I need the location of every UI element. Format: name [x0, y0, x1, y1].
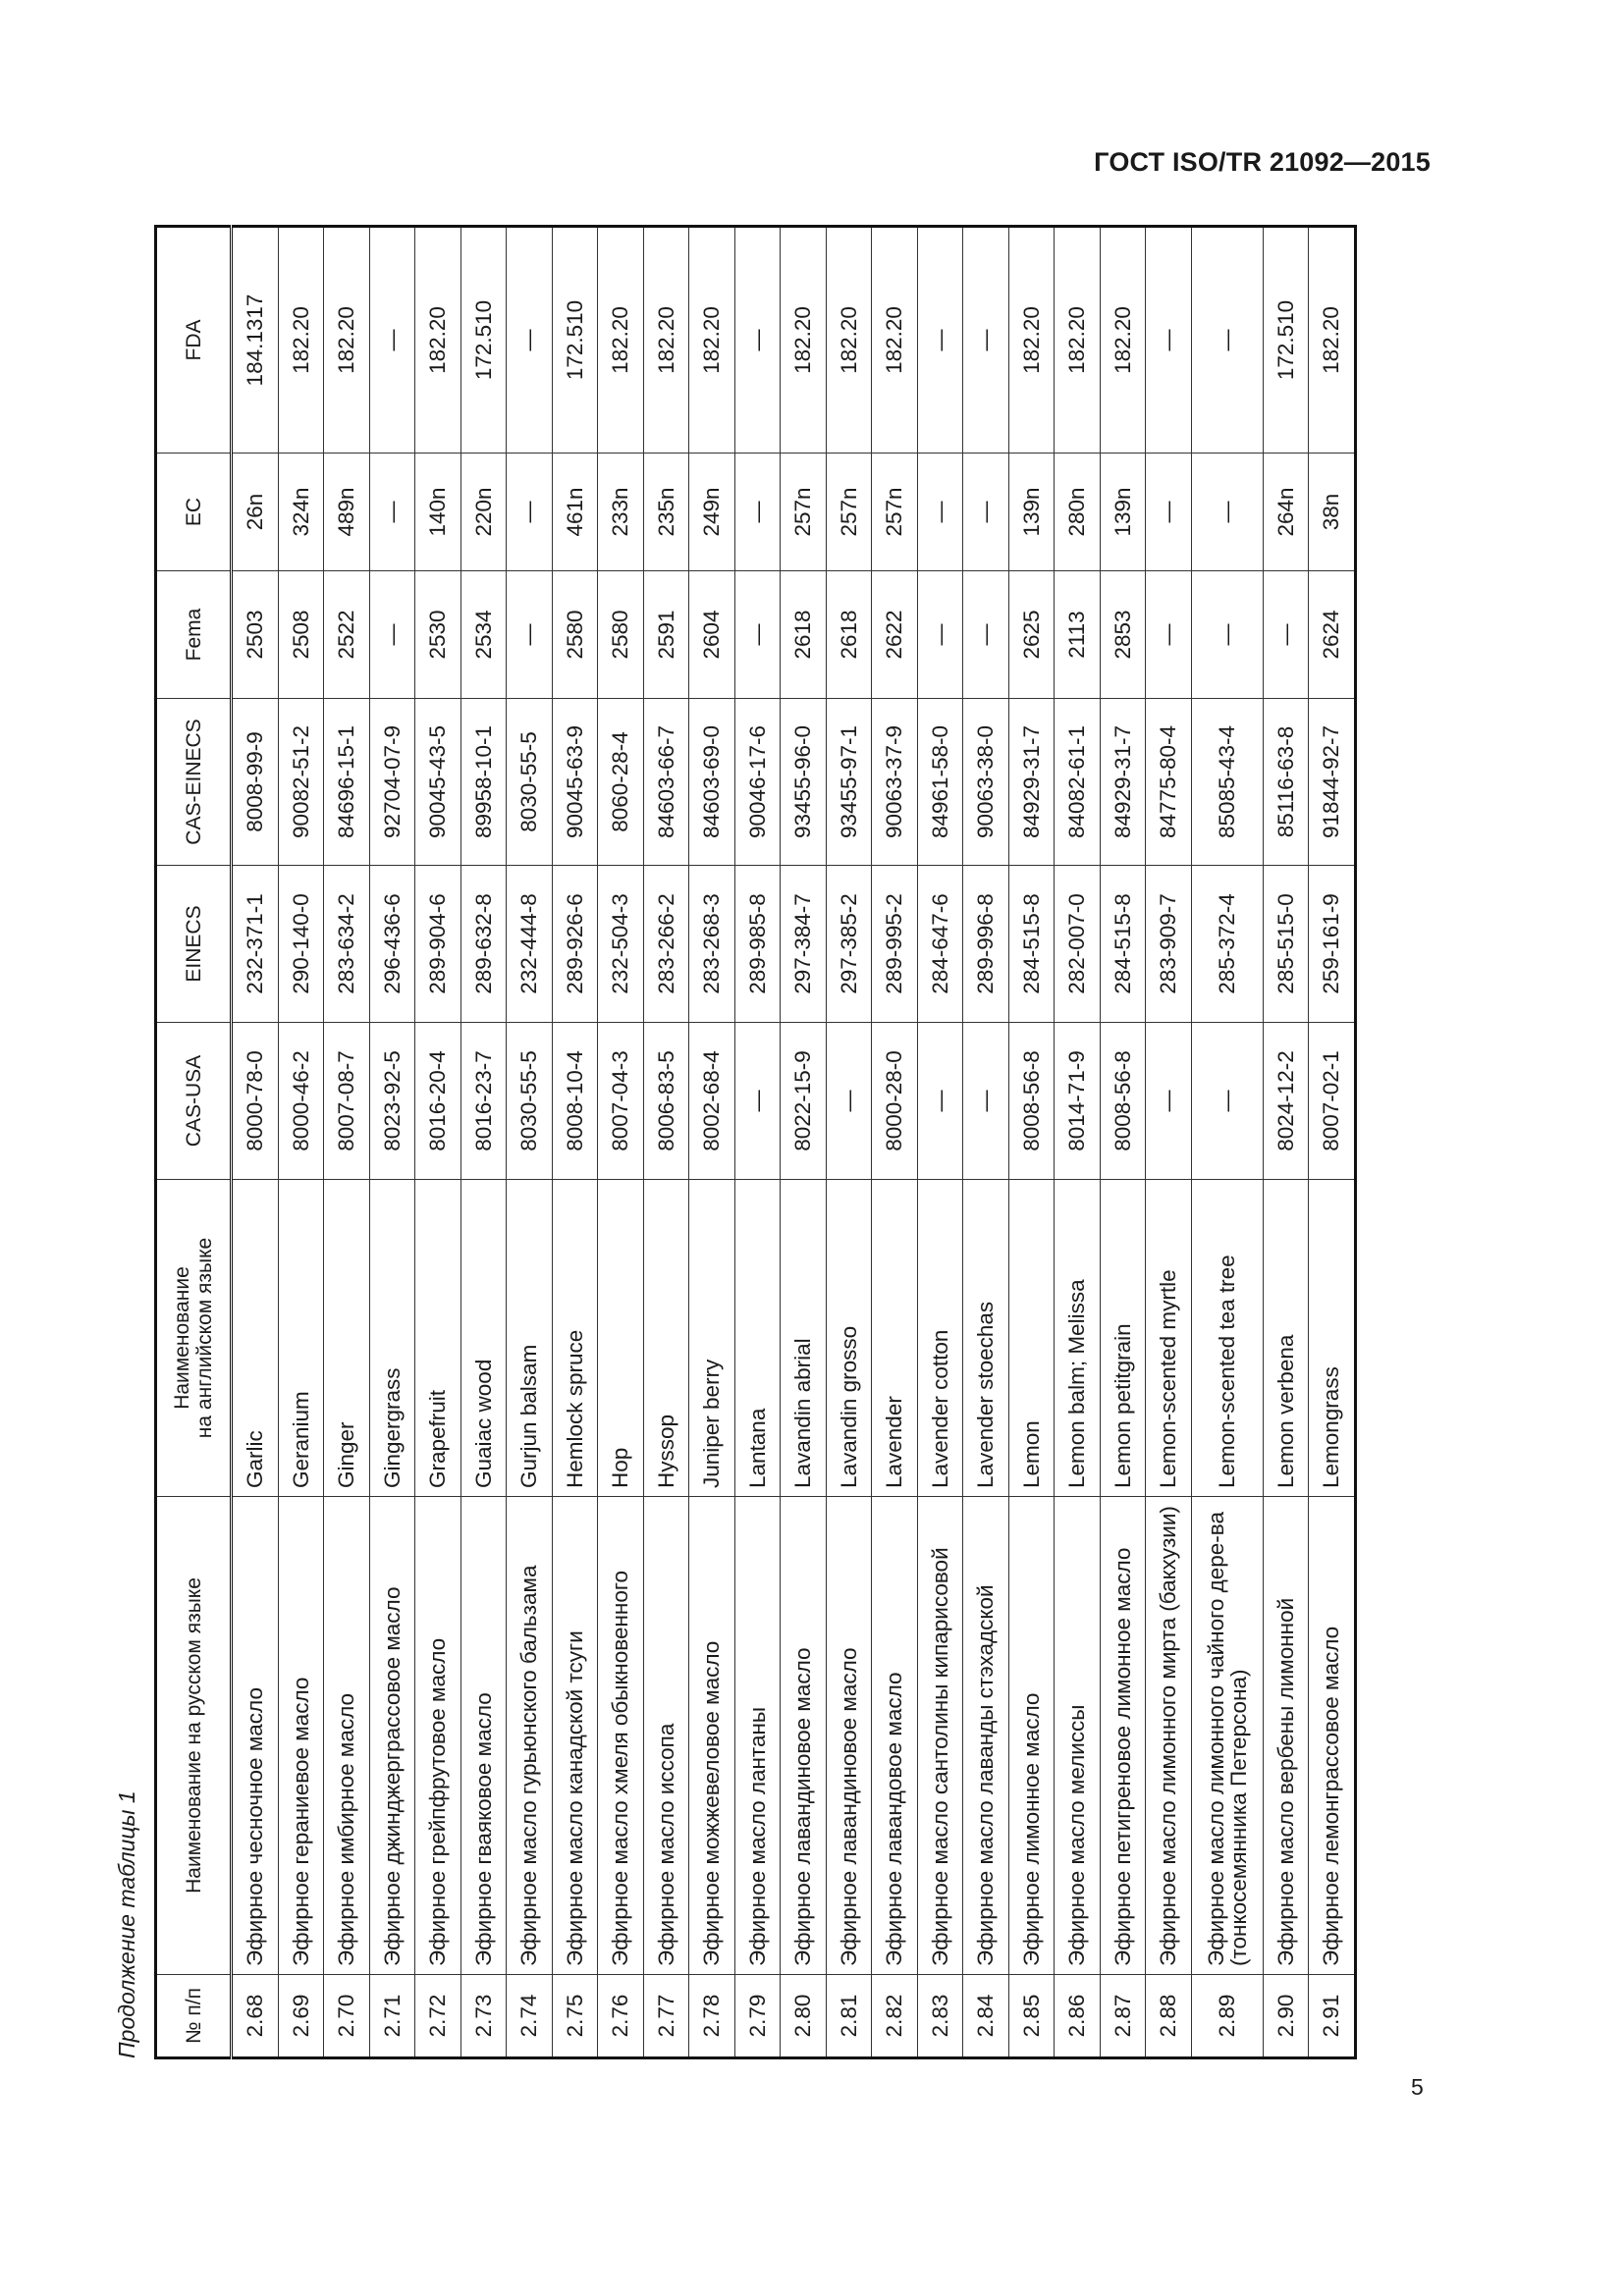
- cell-en: Lemon petitgrain: [1100, 1180, 1146, 1497]
- cell-ru: Эфирное гваяковое масло: [460, 1497, 507, 1975]
- cell-fda: 182.20: [1055, 227, 1101, 454]
- cell-fda: 182.20: [872, 227, 918, 454]
- cell-cas-einecs: 84603-69-0: [689, 699, 735, 866]
- cell-num: 2.88: [1146, 1975, 1192, 2058]
- cell-cas-einecs: 90046-17-6: [734, 699, 781, 866]
- cell-en: Hyssop: [643, 1180, 689, 1497]
- cell-ru: Эфирное гераниевое масло: [278, 1497, 324, 1975]
- cell-ec: 280n: [1055, 454, 1101, 571]
- table-row: [415, 227, 461, 2058]
- cell-en: Hop: [598, 1180, 644, 1497]
- cell-fema: —: [1263, 571, 1309, 699]
- col-header-einecs: EINECS: [156, 866, 232, 1023]
- cell-num: 2.82: [872, 1975, 918, 2058]
- cell-ec: 461n: [552, 454, 598, 571]
- cell-einecs: 284-515-8: [1008, 866, 1055, 1023]
- cell-fema: 2618: [826, 571, 872, 699]
- cell-fema: —: [1191, 571, 1263, 699]
- cell-einecs: 259-161-9: [1309, 866, 1356, 1023]
- cell-cas-usa: —: [963, 1023, 1009, 1180]
- col-header-en: [156, 1180, 232, 1497]
- cell-fema: —: [369, 571, 415, 699]
- cell-en: Grapefruit: [415, 1180, 461, 1497]
- table-row: [598, 227, 644, 2058]
- table-row: [781, 227, 827, 2058]
- cell-en: Guaiac wood: [460, 1180, 507, 1497]
- cell-ru: Эфирное чесночное масло: [232, 1497, 279, 1975]
- cell-num: 2.74: [507, 1975, 553, 2058]
- col-header-en-line1: Наименование: [171, 1266, 193, 1410]
- table-row: [1100, 227, 1146, 2058]
- cell-en: Lemon: [1008, 1180, 1055, 1497]
- cell-cas-einecs: 84696-15-1: [324, 699, 370, 866]
- cell-einecs: 283-634-2: [324, 866, 370, 1023]
- cell-num: 2.73: [460, 1975, 507, 2058]
- cell-num: 2.83: [917, 1975, 963, 2058]
- cell-en: Lemon-scented myrtle: [1146, 1180, 1192, 1497]
- cell-fema: 2624: [1309, 571, 1356, 699]
- cell-einecs: 284-515-8: [1100, 866, 1146, 1023]
- cell-fema: 2580: [552, 571, 598, 699]
- cell-cas-usa: 8000-78-0: [232, 1023, 279, 1180]
- cell-cas-usa: —: [1146, 1023, 1192, 1180]
- col-header-fema: Fema: [156, 571, 232, 699]
- cell-cas-einecs: 84961-58-0: [917, 699, 963, 866]
- cell-ec: 220n: [460, 454, 507, 571]
- cell-ec: —: [369, 454, 415, 571]
- cell-en: Juniper berry: [689, 1180, 735, 1497]
- table-row: [689, 227, 735, 2058]
- cell-fda: 184.1317: [232, 227, 279, 454]
- cell-cas-usa: 8014-71-9: [1055, 1023, 1101, 1180]
- cell-ec: —: [1191, 454, 1263, 571]
- table-header-row: [156, 227, 232, 2058]
- table-row: [734, 227, 781, 2058]
- cell-en: Lemon balm; Melissa: [1055, 1180, 1101, 1497]
- cell-ec: 257n: [826, 454, 872, 571]
- cell-fda: 182.20: [598, 227, 644, 454]
- cell-num: 2.85: [1008, 1975, 1055, 2058]
- cell-cas-einecs: 90045-43-5: [415, 699, 461, 866]
- cell-num: 2.89: [1191, 1975, 1263, 2058]
- cell-fema: 2534: [460, 571, 507, 699]
- col-header-cas-usa: CAS-USA: [156, 1023, 232, 1180]
- table-caption: Продолжение таблицы 1: [114, 1790, 139, 2058]
- cell-num: 2.76: [598, 1975, 644, 2058]
- cell-cas-einecs: 90063-38-0: [963, 699, 1009, 866]
- cell-cas-usa: 8006-83-5: [643, 1023, 689, 1180]
- table-row: [369, 227, 415, 2058]
- cell-en: Lantana: [734, 1180, 781, 1497]
- cell-cas-einecs: 90082-51-2: [278, 699, 324, 866]
- table-row: [278, 227, 324, 2058]
- table-row: [1191, 227, 1263, 2058]
- cell-ec: 139n: [1100, 454, 1146, 571]
- cell-fda: 182.20: [415, 227, 461, 454]
- cell-ec: —: [507, 454, 553, 571]
- cell-ru: Эфирное масло лантаны: [734, 1497, 781, 1975]
- cell-fema: 2591: [643, 571, 689, 699]
- cell-num: 2.81: [826, 1975, 872, 2058]
- cell-cas-einecs: 85085-43-4: [1191, 699, 1263, 866]
- cell-fema: 2522: [324, 571, 370, 699]
- oils-table: [154, 225, 1357, 2059]
- cell-einecs: 289-904-6: [415, 866, 461, 1023]
- cell-ru: Эфирное лавандовое масло: [872, 1497, 918, 1975]
- cell-ru: Эфирное масло канадской тсуги: [552, 1497, 598, 1975]
- cell-fda: 182.20: [689, 227, 735, 454]
- cell-en: Lavender: [872, 1180, 918, 1497]
- cell-cas-usa: 8007-08-7: [324, 1023, 370, 1180]
- cell-num: 2.78: [689, 1975, 735, 2058]
- cell-cas-usa: 8030-55-5: [507, 1023, 553, 1180]
- cell-einecs: 289-995-2: [872, 866, 918, 1023]
- cell-ru: Эфирное лавандиновое масло: [781, 1497, 827, 1975]
- cell-fema: —: [917, 571, 963, 699]
- cell-num: 2.91: [1309, 1975, 1356, 2058]
- cell-cas-einecs: 93455-97-1: [826, 699, 872, 866]
- cell-fda: 182.20: [324, 227, 370, 454]
- cell-ec: 26n: [232, 454, 279, 571]
- cell-fda: —: [917, 227, 963, 454]
- cell-en: Lavandin abrial: [781, 1180, 827, 1497]
- cell-einecs: 289-996-8: [963, 866, 1009, 1023]
- cell-cas-einecs: 8008-99-9: [232, 699, 279, 866]
- cell-cas-usa: —: [734, 1023, 781, 1180]
- cell-en: Lavender cotton: [917, 1180, 963, 1497]
- cell-en: Lemongrass: [1309, 1180, 1356, 1497]
- table-row: [507, 227, 553, 2058]
- cell-cas-usa: —: [1191, 1023, 1263, 1180]
- cell-cas-einecs: 85116-63-8: [1263, 699, 1309, 866]
- cell-einecs: 282-007-0: [1055, 866, 1101, 1023]
- cell-num: 2.71: [369, 1975, 415, 2058]
- cell-fema: —: [963, 571, 1009, 699]
- cell-cas-usa: 8008-10-4: [552, 1023, 598, 1180]
- cell-ec: —: [734, 454, 781, 571]
- cell-einecs: 289-985-8: [734, 866, 781, 1023]
- col-header-fda: FDA: [156, 227, 232, 454]
- cell-einecs: 284-647-6: [917, 866, 963, 1023]
- cell-cas-einecs: 84603-66-7: [643, 699, 689, 866]
- rotated-table-block: [113, 226, 1429, 2061]
- cell-ru: Эфирное джинджерграссовое масло: [369, 1497, 415, 1975]
- cell-einecs: 283-266-2: [643, 866, 689, 1023]
- table-row: [872, 227, 918, 2058]
- cell-num: 2.75: [552, 1975, 598, 2058]
- cell-fda: 182.20: [781, 227, 827, 454]
- cell-fda: —: [1146, 227, 1192, 454]
- cell-ec: 233n: [598, 454, 644, 571]
- cell-fda: 182.20: [1100, 227, 1146, 454]
- table-row: [1263, 227, 1309, 2058]
- cell-num: 2.80: [781, 1975, 827, 2058]
- cell-cas-einecs: 92704-07-9: [369, 699, 415, 866]
- cell-en: Lavender stoechas: [963, 1180, 1009, 1497]
- cell-ec: 235n: [643, 454, 689, 571]
- cell-ru: Эфирное масло лимонного мирта (бакхузии): [1146, 1497, 1192, 1975]
- cell-ec: 489n: [324, 454, 370, 571]
- cell-fema: 2622: [872, 571, 918, 699]
- cell-cas-einecs: 84929-31-7: [1100, 699, 1146, 866]
- cell-en: Lemon-scented tea tree: [1191, 1180, 1263, 1497]
- cell-ru: Эфирное петигреновое лимонное масло: [1100, 1497, 1146, 1975]
- cell-cas-usa: 8022-15-9: [781, 1023, 827, 1180]
- cell-fema: 2503: [232, 571, 279, 699]
- cell-fda: 172.510: [460, 227, 507, 454]
- table-body: [232, 227, 1356, 2058]
- cell-en: Garlic: [232, 1180, 279, 1497]
- cell-einecs: 289-632-8: [460, 866, 507, 1023]
- col-header-ru: Наименование на русском языке: [156, 1497, 232, 1975]
- table-row: [1055, 227, 1101, 2058]
- cell-ru: Эфирное масло хмеля обыкновенного: [598, 1497, 644, 1975]
- table-row: [460, 227, 507, 2058]
- cell-fema: 2625: [1008, 571, 1055, 699]
- cell-fda: —: [369, 227, 415, 454]
- table-row: [1146, 227, 1192, 2058]
- cell-einecs: 289-926-6: [552, 866, 598, 1023]
- cell-cas-usa: 8023-92-5: [369, 1023, 415, 1180]
- cell-fema: —: [1146, 571, 1192, 699]
- cell-ec: 139n: [1008, 454, 1055, 571]
- cell-ec: —: [917, 454, 963, 571]
- col-header-num: № п/п: [156, 1975, 232, 2058]
- cell-ec: —: [1146, 454, 1192, 571]
- cell-cas-einecs: 8030-55-5: [507, 699, 553, 866]
- cell-fda: —: [963, 227, 1009, 454]
- cell-cas-einecs: 84929-31-7: [1008, 699, 1055, 866]
- cell-cas-einecs: 8060-28-4: [598, 699, 644, 866]
- cell-cas-usa: 8007-04-3: [598, 1023, 644, 1180]
- cell-fema: 2618: [781, 571, 827, 699]
- cell-einecs: 283-909-7: [1146, 866, 1192, 1023]
- cell-en: Gurjun balsam: [507, 1180, 553, 1497]
- table-row: [963, 227, 1009, 2058]
- cell-ec: —: [963, 454, 1009, 571]
- cell-ru: Эфирное масло иссопа: [643, 1497, 689, 1975]
- cell-ru: Эфирное масло гурьюнского бальзама: [507, 1497, 553, 1975]
- cell-ru: Эфирное лемонграссовое масло: [1309, 1497, 1356, 1975]
- cell-fda: —: [507, 227, 553, 454]
- table-row: [826, 227, 872, 2058]
- cell-einecs: 283-268-3: [689, 866, 735, 1023]
- cell-ec: 257n: [781, 454, 827, 571]
- cell-ru: Эфирное масло лаванды стэхадской: [963, 1497, 1009, 1975]
- cell-cas-usa: 8008-56-8: [1100, 1023, 1146, 1180]
- cell-num: 2.72: [415, 1975, 461, 2058]
- cell-ec: 38n: [1309, 454, 1356, 571]
- cell-cas-einecs: 93455-96-0: [781, 699, 827, 866]
- cell-cas-einecs: 90045-63-9: [552, 699, 598, 866]
- cell-ru: Эфирное грейпфрутовое масло: [415, 1497, 461, 1975]
- cell-en: Geranium: [278, 1180, 324, 1497]
- cell-ec: 140n: [415, 454, 461, 571]
- cell-en: Hemlock spruce: [552, 1180, 598, 1497]
- cell-cas-einecs: 89958-10-1: [460, 699, 507, 866]
- cell-einecs: 285-372-4: [1191, 866, 1263, 1023]
- cell-num: 2.69: [278, 1975, 324, 2058]
- cell-en: Lavandin grosso: [826, 1180, 872, 1497]
- cell-ec: 324n: [278, 454, 324, 571]
- cell-en: Ginger: [324, 1180, 370, 1497]
- cell-fema: 2580: [598, 571, 644, 699]
- cell-fema: 2853: [1100, 571, 1146, 699]
- cell-num: 2.86: [1055, 1975, 1101, 2058]
- table-row: [917, 227, 963, 2058]
- cell-ru: Эфирное лавандиновое масло: [826, 1497, 872, 1975]
- table-row: [1008, 227, 1055, 2058]
- document-header: ГОСТ ISO/TR 21092—2015: [1094, 147, 1431, 177]
- cell-einecs: 297-384-7: [781, 866, 827, 1023]
- cell-fema: 2113: [1055, 571, 1101, 699]
- cell-ru: Эфирное имбирное масло: [324, 1497, 370, 1975]
- cell-cas-einecs: 90063-37-9: [872, 699, 918, 866]
- cell-fda: 182.20: [643, 227, 689, 454]
- cell-num: 2.90: [1263, 1975, 1309, 2058]
- cell-ru: Эфирное масло лимонного чайного дере-ва (тонкосемянника Петерсона): [1191, 1497, 1263, 1975]
- cell-einecs: 296-436-6: [369, 866, 415, 1023]
- cell-ru: Эфирное масло вербены лимонной: [1263, 1497, 1309, 1975]
- cell-cas-einecs: 84775-80-4: [1146, 699, 1192, 866]
- cell-fda: 172.510: [552, 227, 598, 454]
- cell-ec: 249n: [689, 454, 735, 571]
- cell-einecs: 232-504-3: [598, 866, 644, 1023]
- cell-num: 2.84: [963, 1975, 1009, 2058]
- cell-fema: 2604: [689, 571, 735, 699]
- cell-ru: Эфирное масло мелиссы: [1055, 1497, 1101, 1975]
- cell-fda: 182.20: [278, 227, 324, 454]
- table-row: [232, 227, 279, 2058]
- cell-cas-usa: 8024-12-2: [1263, 1023, 1309, 1180]
- cell-num: 2.77: [643, 1975, 689, 2058]
- cell-fda: —: [734, 227, 781, 454]
- cell-cas-usa: 8007-02-1: [1309, 1023, 1356, 1180]
- cell-cas-einecs: 91844-92-7: [1309, 699, 1356, 866]
- cell-num: 2.79: [734, 1975, 781, 2058]
- cell-cas-usa: 8002-68-4: [689, 1023, 735, 1180]
- cell-cas-usa: 8008-56-8: [1008, 1023, 1055, 1180]
- cell-ru: Эфирное масло сантолины кипарисовой: [917, 1497, 963, 1975]
- cell-fda: 182.20: [1309, 227, 1356, 454]
- cell-einecs: 297-385-2: [826, 866, 872, 1023]
- cell-ec: 264n: [1263, 454, 1309, 571]
- table-row: [324, 227, 370, 2058]
- col-header-cas-einecs: CAS-EINECS: [156, 699, 232, 866]
- col-header-ec: EC: [156, 454, 232, 571]
- cell-num: 2.87: [1100, 1975, 1146, 2058]
- cell-cas-usa: 8016-23-7: [460, 1023, 507, 1180]
- cell-fda: 182.20: [1008, 227, 1055, 454]
- cell-einecs: 290-140-0: [278, 866, 324, 1023]
- cell-fema: 2530: [415, 571, 461, 699]
- cell-fda: 172.510: [1263, 227, 1309, 454]
- cell-cas-usa: 8000-46-2: [278, 1023, 324, 1180]
- cell-cas-usa: —: [917, 1023, 963, 1180]
- cell-ru: Эфирное можжевеловое масло: [689, 1497, 735, 1975]
- cell-en: Lemon verbena: [1263, 1180, 1309, 1497]
- col-header-en-line2: на английском языке: [193, 1237, 216, 1439]
- cell-fema: —: [507, 571, 553, 699]
- table-row: [643, 227, 689, 2058]
- cell-einecs: 232-371-1: [232, 866, 279, 1023]
- cell-fda: 182.20: [826, 227, 872, 454]
- cell-einecs: 285-515-0: [1263, 866, 1309, 1023]
- cell-num: 2.68: [232, 1975, 279, 2058]
- cell-cas-usa: —: [826, 1023, 872, 1180]
- table-row: [1309, 227, 1356, 2058]
- cell-ec: 257n: [872, 454, 918, 571]
- cell-cas-usa: 8000-28-0: [872, 1023, 918, 1180]
- cell-cas-usa: 8016-20-4: [415, 1023, 461, 1180]
- cell-cas-einecs: 84082-61-1: [1055, 699, 1101, 866]
- cell-fema: 2508: [278, 571, 324, 699]
- cell-ru: Эфирное лимонное масло: [1008, 1497, 1055, 1975]
- cell-num: 2.70: [324, 1975, 370, 2058]
- table-row: [552, 227, 598, 2058]
- page-number: 5: [1411, 2074, 1424, 2100]
- cell-fema: —: [734, 571, 781, 699]
- cell-einecs: 232-444-8: [507, 866, 553, 1023]
- cell-en: Gingergrass: [369, 1180, 415, 1497]
- cell-fda: —: [1191, 227, 1263, 454]
